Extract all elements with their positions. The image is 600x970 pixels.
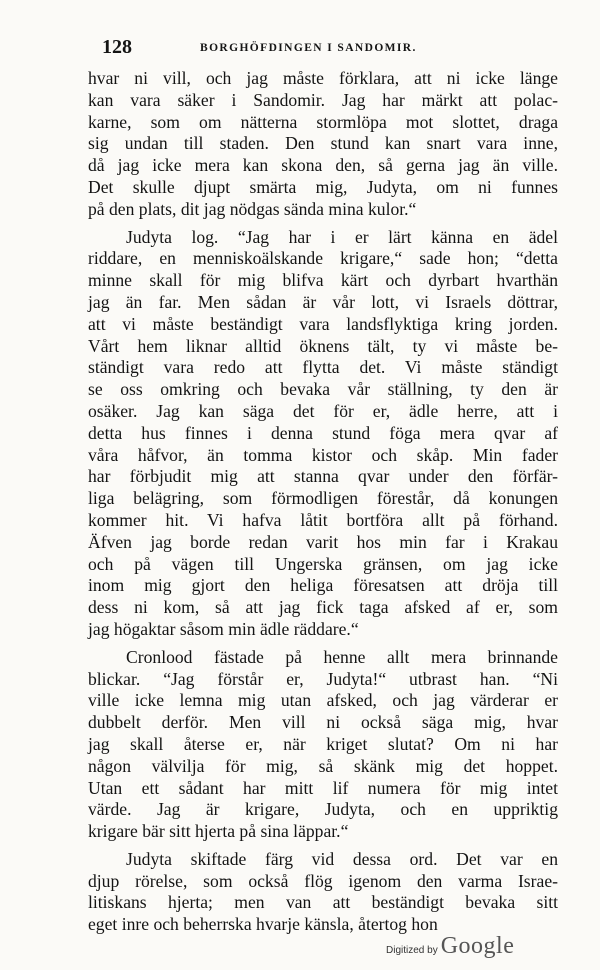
- text-line: Det skulle djupt smärta mig, Judyta, om ni funnes: [88, 176, 558, 197]
- text-line: Äfven jag borde redan varit hos min far i Krakau: [88, 531, 558, 552]
- paragraph: [88, 227, 558, 641]
- text-line: blickar. “Jag förstår er, Judyta!“ utbrast han. “Ni: [88, 668, 558, 689]
- text-line: hvar ni vill, och jag måste förklara, att ni icke länge: [88, 68, 558, 88]
- text-line: värde. Jag är krigare, Judyta, och en uppriktig: [88, 799, 558, 820]
- text-line: detta hus finnes i denna stund föga mera qvar af: [88, 422, 558, 443]
- google-logo: Google: [440, 933, 515, 959]
- text-line: har förbjudit mig att stanna qvar under den förfär-: [88, 466, 558, 487]
- page-number: 128: [102, 36, 132, 58]
- text-line: se oss omkring och bevaka vår ställning, ty den är: [88, 379, 558, 400]
- text-line: någon välvilja för mig, så skänk mig det hoppet.: [88, 755, 558, 776]
- text-line: litiskans hjerta; men van att beständigt bevaka sitt: [88, 892, 558, 913]
- text-line: djup rörelse, som också flög igenom den varma Israe-: [88, 870, 558, 891]
- text-line: inom mig gjort den heliga föresatsen att dröja till: [88, 575, 558, 596]
- text-line: dubbelt derför. Men vill ni också säga mig, hvar: [88, 712, 558, 733]
- text-line: liga belägring, som förmodligen förestår, då konungen: [88, 488, 558, 509]
- page-header: [90, 36, 560, 60]
- running-title: BORGHÖFDINGEN I SANDOMIR.: [200, 42, 417, 54]
- text-line: Cronlood fästade på henne allt mera brinnande: [126, 646, 558, 667]
- paragraph: [88, 647, 558, 843]
- text-line: då jag icke mera kan skona den, så gerna jag än ville.: [88, 155, 558, 176]
- text-line: jag än far. Men sådan är vår lott, vi Israels döttrar,: [88, 291, 558, 312]
- text-line: Vårt hem liknar alltid öknens tält, ty vi måste be-: [88, 335, 558, 356]
- text-line: på den plats, dit jag nödgas sända mina kulor.“: [88, 198, 417, 219]
- text-line: jag skall återse er, när kriget slutat? Om ni har: [88, 733, 558, 754]
- paragraph: [88, 68, 558, 221]
- text-line: ville icke lemna mig utan afsked, och jag värderar er: [88, 690, 558, 711]
- paragraph: [88, 849, 558, 936]
- text-line: kommer hit. Vi hafva låtit bortföra allt på förhand.: [88, 509, 558, 530]
- digitized-by-google-watermark: [386, 933, 514, 960]
- digitized-by-label: Digitized by: [386, 945, 438, 956]
- text-line: riddare, en menniskoälskande krigare,“ sade hon; “detta: [88, 248, 558, 269]
- text-line: minne skall för mig blifva kärt och dyrbart hvarthän: [88, 270, 558, 291]
- body-text: [88, 68, 558, 942]
- text-line: Judyta log. “Jag har i er lärt känna en ädel: [126, 226, 558, 247]
- text-line: sig undan till staden. Den stund kan snart vara inne,: [88, 133, 558, 154]
- text-line: kan vara säker i Sandomir. Jag har märkt att polac-: [88, 89, 558, 110]
- text-line: osäker. Jag kan säga det för er, ädle herre, att i: [88, 400, 558, 421]
- text-line: att vi måste beständigt vara landsflyktiga kring jorden.: [88, 313, 558, 334]
- text-line: eget inre och beherrska hvarje känsla, återtog hon: [88, 914, 438, 935]
- text-line: Utan ett sådant har mitt lif numera för mig intet: [88, 777, 558, 798]
- text-line: ständigt vara redo att flytta det. Vi måste ständigt: [88, 357, 558, 378]
- text-line: våra håfvor, än tomma kistor och skåp. Min fader: [88, 444, 558, 465]
- text-line: dess ni kom, så att jag fick taga afsked af er, som: [88, 597, 558, 618]
- text-line: och på vägen till Ungerska gränsen, om jag icke: [88, 553, 558, 574]
- text-line: Judyta skiftade färg vid dessa ord. Det var en: [126, 848, 558, 869]
- text-line: krigare bär sitt hjerta på sina läppar.“: [88, 821, 349, 842]
- text-line: karne, som om nätterna stormlöpa mot slottet, draga: [88, 111, 558, 132]
- text-line: jag högaktar såsom min ädle räddare.“: [88, 618, 359, 639]
